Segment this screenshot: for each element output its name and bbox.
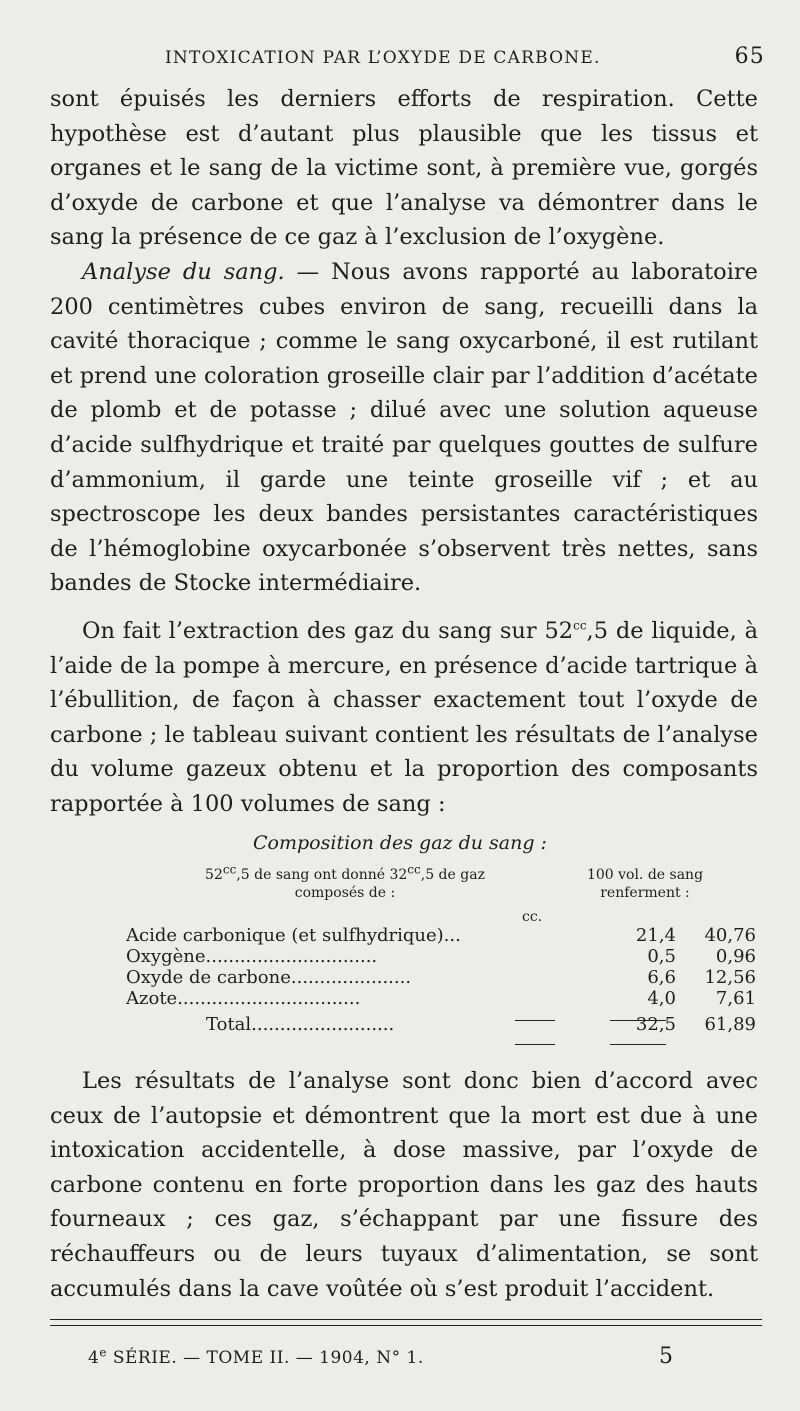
- row-value-blood: 12,56: [704, 967, 756, 988]
- table-row: [126, 946, 756, 967]
- table-header-right: [570, 866, 720, 902]
- text-part: ,5 de gaz: [420, 867, 485, 883]
- text-block-mid: [50, 614, 758, 822]
- sum-rule: [610, 1044, 666, 1045]
- section-heading: Analyse du sang.: [82, 258, 285, 285]
- total-value-gas: 32,5: [635, 1013, 676, 1035]
- footer-rule: [50, 1325, 762, 1326]
- unit-label: cc.: [522, 909, 543, 925]
- page-number: 65: [734, 44, 765, 69]
- paragraph-conclusion: Les résultats de l’analyse sont donc bien d’accord avec ceux de l’autopsie et démontrent que la mort est due à une intoxication accidentelle, à dose massive, par l’oxyde de carbone contenu en forte proportion dans les gaz des hauts fourneaux ; ces gaz, s’échappant par une fissure des réchauffeurs ou de leurs tuyaux d’alimentation, se sont accumulés dans la cave voûtée où s’est produit l’accident.: [50, 1068, 758, 1302]
- row-value-gas: 6,6: [647, 967, 676, 988]
- paragraph-continuation: sont épuisés les derniers efforts de respiration. Cette hypothèse est d’autant plus plausible que les tissus et organes et le sang de la victime sont, à première vue, gorgés d’oxyde de carbone et que l’analyse va démontrer dans le sang la présence de ce gaz à l’exclusion de l’oxygène.: [50, 86, 758, 251]
- header-title: INTOXICATION PAR L’OXYDE DE CARBONE.: [165, 48, 601, 68]
- row-value-gas: 0,5: [647, 946, 676, 967]
- superscript: e: [99, 1345, 107, 1360]
- superscript: cc: [222, 862, 237, 877]
- header-left-line1: [185, 862, 505, 884]
- text-block-top: [50, 82, 758, 601]
- paragraph-blood-analysis: [50, 255, 758, 601]
- header-left-line2: composés de :: [294, 885, 396, 901]
- total-label: Total.........................: [206, 1013, 395, 1035]
- row-label: Oxygène..............................: [126, 946, 378, 967]
- paragraph-body: — Nous avons rapporté au laboratoire 200 centimètres cubes environ de sang, recueilli dans la cavité thoracique ; comme le sang oxycarboné, il est rutilant et prend une coloration groseille clair par l’addition d’acétate de plomb et de potasse ; dilué avec une solution aqueuse d’acide sulfhydrique et traité par quelques gouttes de sulfure d’ammonium, il garde une teinte groseille vif ; et au spectroscope les deux bandes persistantes caractéristiques de l’hémoglobine oxycarbonée s’observent très nettes, sans bandes de Stocke intermédiaire.: [50, 258, 758, 597]
- sum-rule: [610, 1020, 666, 1021]
- table-row: [126, 925, 756, 946]
- text-part: 4: [88, 1348, 100, 1368]
- series-info: [88, 1345, 424, 1368]
- text-part: ,5 de liquide, à l’aide de la pompe à mercure, en présence d’acide tartrique à l’ébullition, de façon à chasser exactement tout l’oxyde de carbone ; le tableau suivant contient les résultats de l’analyse du volume gazeux obtenu et la proportion des composants rapportée à 100 volumes de sang :: [50, 618, 758, 817]
- row-label: Acide carbonique (et sulfhydrique)...: [126, 925, 461, 946]
- text-part: 52: [205, 867, 223, 883]
- text-part: ,5 de sang ont donné 32: [236, 867, 408, 883]
- table-caption: Composition des gaz du sang :: [253, 832, 547, 854]
- superscript: cc: [573, 618, 587, 633]
- total-value-blood: 61,89: [704, 1013, 756, 1035]
- text-part: SÉRIE. — TOME II. — 1904, N° 1.: [106, 1348, 424, 1368]
- running-header: [165, 44, 765, 74]
- sum-rule: [515, 1044, 555, 1045]
- footer-rule: [50, 1319, 762, 1320]
- table-total-row: [126, 1009, 756, 1036]
- paragraph-gas-extraction: [50, 614, 758, 822]
- table-row: [126, 988, 756, 1009]
- sum-rule: [515, 1020, 555, 1021]
- signature-mark: 5: [659, 1344, 673, 1369]
- table-row: [126, 967, 756, 988]
- row-value-gas: 4,0: [647, 988, 676, 1009]
- text-part: On fait l’extraction des gaz du sang sur 52: [82, 618, 574, 644]
- text-block-bottom: [50, 1064, 758, 1306]
- row-value-blood: 7,61: [715, 988, 756, 1009]
- row-label: Azote................................: [126, 988, 361, 1009]
- superscript: cc: [407, 862, 421, 877]
- row-value-gas: 21,4: [635, 925, 676, 946]
- row-value-blood: 0,96: [715, 946, 756, 967]
- row-value-blood: 40,76: [704, 925, 756, 946]
- header-right-line1: 100 vol. de sang: [586, 867, 704, 883]
- table-header-left: [185, 862, 505, 902]
- row-label: Oxyde de carbone.....................: [126, 967, 412, 988]
- header-right-line2: renferment :: [600, 885, 690, 901]
